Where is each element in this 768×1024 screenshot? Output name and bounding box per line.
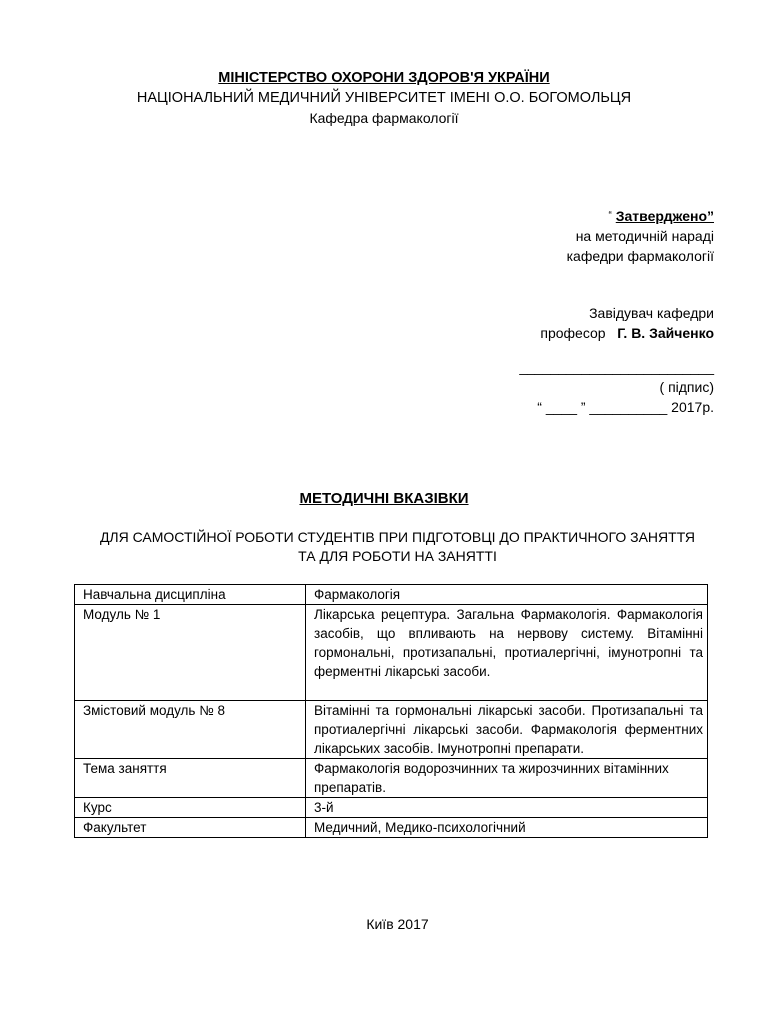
approval-line-1: на методичній нараді xyxy=(575,228,714,244)
approval-line-2: кафедри фармакології xyxy=(566,248,714,264)
row-label: Навчальна дисципліна xyxy=(75,585,306,605)
approved-line xyxy=(519,206,714,226)
table-row xyxy=(75,798,708,818)
signature-line: _________________________ xyxy=(519,359,714,375)
row-value: Вітамінні та гормональні лікарські засоби. Протизапальні та протиалергічні лікарські засоби. Фармакологія ферментних лікарських засобів. Імунотропні препарати. xyxy=(306,701,708,759)
approved-label: Затверджено” xyxy=(615,208,714,224)
table-row xyxy=(75,701,708,759)
university-name: НАЦІОНАЛЬНИЙ МЕДИЧНИЙ УНІВЕРСИТЕТ ІМЕНІ О.О. БОГОМОЛЬЦЯ xyxy=(136,90,632,106)
professor-label: професор xyxy=(540,325,606,341)
table-row xyxy=(75,605,708,701)
signature-label: ( підпис) xyxy=(659,379,714,395)
document-header xyxy=(0,68,768,128)
table-row xyxy=(75,759,708,798)
approval-block xyxy=(519,206,714,417)
course-info-table xyxy=(74,584,708,838)
approved-quote-open: “ xyxy=(608,210,612,221)
row-label: Факультет xyxy=(75,818,306,838)
city-year: Київ 2017 xyxy=(366,916,429,932)
professor-line xyxy=(519,323,714,343)
subtitle-line-1: ДЛЯ САМОСТІЙНОЇ РОБОТИ СТУДЕНТІВ ПРИ ПІДГОТОВЦІ ДО ПРАКТИЧНОГО ЗАНЯТТЯ xyxy=(99,529,696,545)
row-value: 3-й xyxy=(306,798,708,818)
table-row xyxy=(75,818,708,838)
table-row xyxy=(75,585,708,605)
row-value: Фармакологія водорозчинних та жирозчинних вітамінних препаратів. xyxy=(306,759,708,798)
professor-name: Г. В. Зайченко xyxy=(617,325,714,341)
row-value: Медичний, Медико-психологічний xyxy=(306,818,708,838)
document-subtitle xyxy=(0,528,768,566)
head-title: Завідувач кафедри xyxy=(589,305,714,321)
row-label: Тема заняття xyxy=(75,759,306,798)
row-value: Лікарська рецептура. Загальна Фармакологія. Фармакологія засобів, що впливають на нервову систему. Вітамінні гормональні, протизапальні, протиалергічні, імунотропні та ферментні лікарські засоби. xyxy=(306,605,708,701)
row-value: Фармакологія xyxy=(306,585,708,605)
document-title: МЕТОДИЧНІ ВКАЗІВКИ xyxy=(299,490,469,507)
date-line: “ ____ ” __________ 2017р. xyxy=(537,399,714,415)
department-name: Кафедра фармакології xyxy=(309,110,459,126)
row-label: Модуль № 1 xyxy=(75,605,306,701)
approval-gap xyxy=(519,266,714,303)
ministry-name: МІНІСТЕРСТВО ОХОРОНИ ЗДОРОВ'Я УКРАЇНИ xyxy=(218,70,550,86)
row-label: Змістовий модуль № 8 xyxy=(75,701,306,759)
signature-gap xyxy=(519,343,714,357)
row-label: Курс xyxy=(75,798,306,818)
subtitle-line-2: ТА ДЛЯ РОБОТИ НА ЗАНЯТТІ xyxy=(298,548,497,564)
